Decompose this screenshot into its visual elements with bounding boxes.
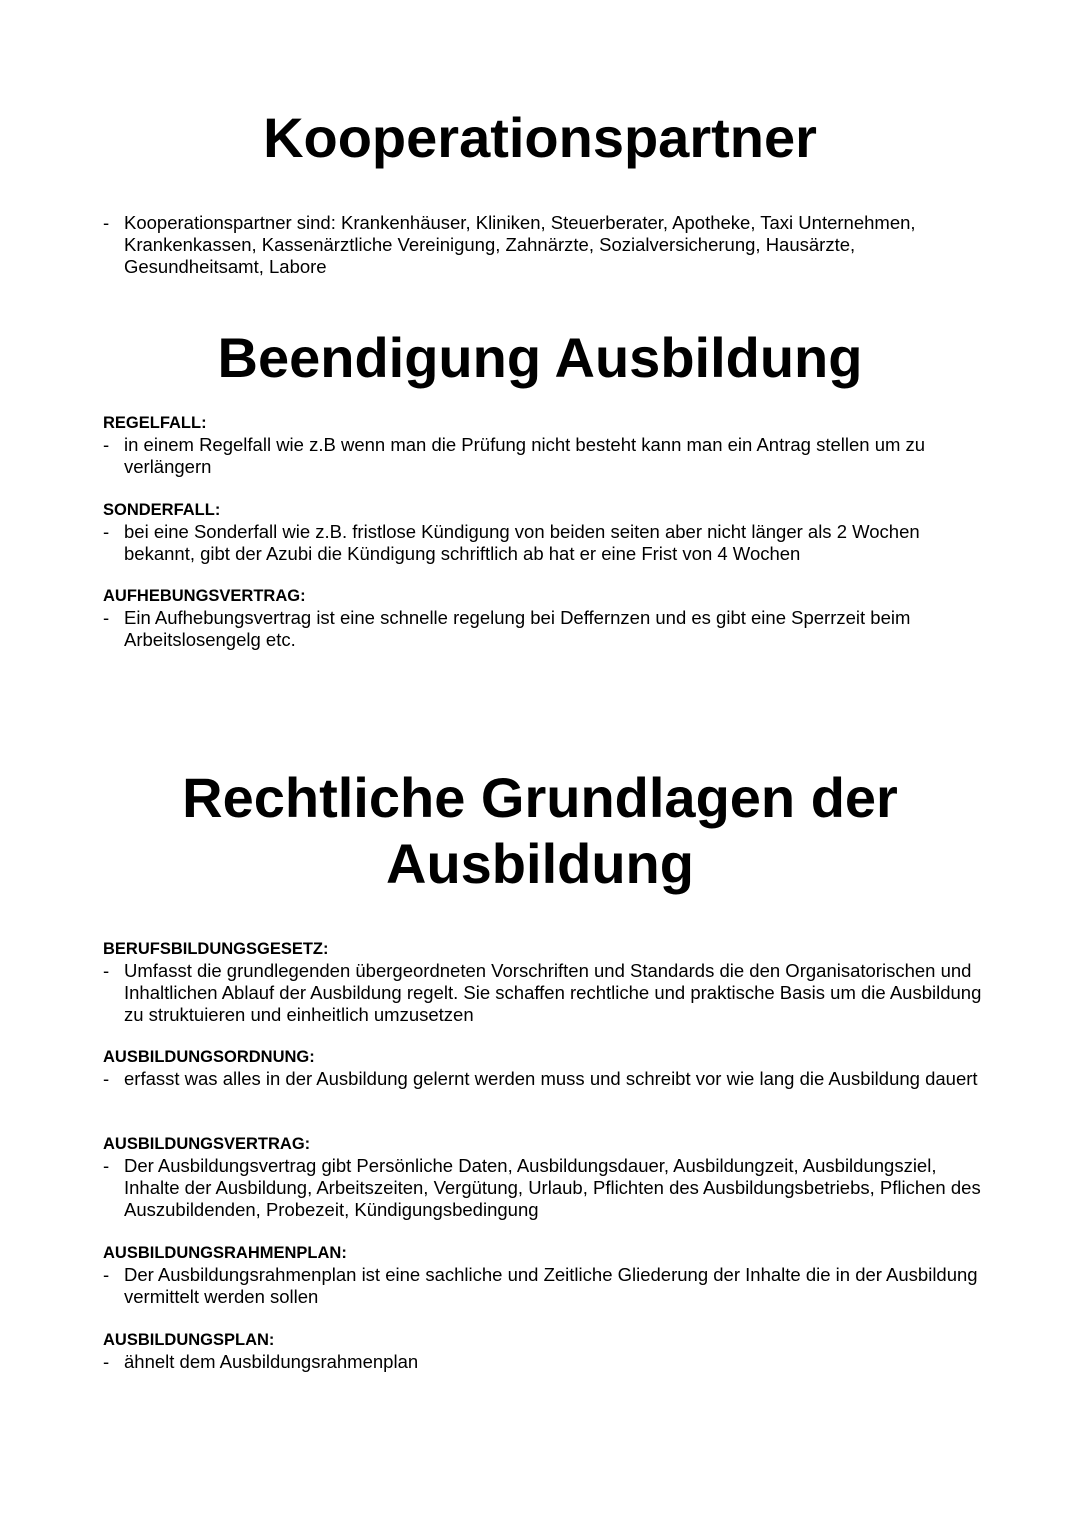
bullet-text: Der Ausbildungsrahmenplan ist eine sachliche und Zeitliche Gliederung der Inhalte die in der Ausbildung vermittelt werden sollen xyxy=(124,1264,978,1307)
heading-beendigung: Beendigung Ausbildung xyxy=(217,326,863,389)
label-ausbildungsordnung: AUSBILDUNGSORDNUNG: xyxy=(103,1048,315,1066)
section-kooperationspartner xyxy=(0,105,1080,171)
block-ausbildungsplan xyxy=(103,1329,983,1373)
bullet-text: erfasst was alles in der Ausbildung gelernt werden muss und schreibt vor wie lang die Ausbildung dauert xyxy=(124,1068,978,1089)
label-regelfall: REGELFALL: xyxy=(103,414,207,432)
block-kooperationspartner xyxy=(103,212,963,278)
bullet-ausbildungsordnung xyxy=(103,1068,983,1090)
label-berufsbildungsgesetz: BERUFSBILDUNGSGESETZ: xyxy=(103,940,329,958)
bullet-aufhebungsvertrag xyxy=(103,607,983,651)
bullet-dash: - xyxy=(103,1068,110,1089)
block-ausbildungsvertrag xyxy=(103,1133,983,1221)
block-aufhebungsvertrag xyxy=(103,585,983,651)
bullet-text: Der Ausbildungsvertrag gibt Persönliche Daten, Ausbildungsdauer, Ausbildungzeit, Ausbildungsziel, Inhalte der Ausbildung, Arbeitszeiten, Vergütung, Urlaub, Pflichten des Ausbildungsbetriebs, Pflichen des Auszubildenden, Probezeit, Kündigungsbedingung xyxy=(124,1155,981,1220)
bullet-dash: - xyxy=(103,1351,110,1372)
block-berufsbildungsgesetz xyxy=(103,938,983,1026)
bullet-dash: - xyxy=(103,607,110,628)
heading-line-2: Ausbildung xyxy=(386,832,694,895)
block-ausbildungsrahmenplan xyxy=(103,1242,983,1308)
label-ausbildungsplan: AUSBILDUNGSPLAN: xyxy=(103,1331,275,1349)
bullet-ausbildungsplan xyxy=(103,1351,983,1373)
label-ausbildungsrahmenplan: AUSBILDUNGSRAHMENPLAN: xyxy=(103,1244,347,1262)
bullet-sonderfall xyxy=(103,521,983,565)
label-aufhebungsvertrag: AUFHEBUNGSVERTRAG: xyxy=(103,587,306,605)
bullet-regelfall xyxy=(103,434,983,478)
bullet-ausbildungsrahmenplan xyxy=(103,1264,983,1308)
bullet-text: Kooperationspartner sind: Krankenhäuser, Kliniken, Steuerberater, Apotheke, Taxi Unternehmen, Krankenkassen, Kassenärztliche Vereinigung, Zahnärzte, Sozialversicherung, Hausärzte, Gesundheitsamt, Labore xyxy=(124,212,916,277)
bullet-dash: - xyxy=(103,521,110,542)
block-sonderfall xyxy=(103,499,983,565)
section-beendigung xyxy=(0,325,1080,391)
bullet-dash: - xyxy=(103,434,110,455)
bullet-dash: - xyxy=(103,1264,110,1285)
bullet-kooperationspartner xyxy=(103,212,963,278)
bullet-text: Ein Aufhebungsvertrag ist eine schnelle regelung bei Deffernzen und es gibt eine Sperrzeit beim Arbeitslosengelg etc. xyxy=(124,607,911,650)
heading-rechtliche-grundlagen xyxy=(0,765,1080,897)
block-regelfall xyxy=(103,412,983,478)
label-sonderfall: SONDERFALL: xyxy=(103,501,221,519)
heading-kooperationspartner: Kooperationspartner xyxy=(263,106,817,169)
bullet-text: Umfasst die grundlegenden übergeordneten Vorschriften und Standards die den Organisatorischen und Inhaltlichen Ablauf der Ausbildung regelt. Sie schaffen rechtliche und praktische Basis um die Ausbildung zu struktuieren und einheitlich umzusetzen xyxy=(124,960,982,1025)
bullet-berufsbildungsgesetz xyxy=(103,960,983,1026)
bullet-text: in einem Regelfall wie z.B wenn man die Prüfung nicht besteht kann man ein Antrag stellen um zu verlängern xyxy=(124,434,926,477)
bullet-dash: - xyxy=(103,1155,110,1176)
bullet-text: ähnelt dem Ausbildungsrahmenplan xyxy=(124,1351,419,1372)
bullet-dash: - xyxy=(103,960,110,981)
heading-line-1: Rechtliche Grundlagen der xyxy=(182,766,898,829)
bullet-ausbildungsvertrag xyxy=(103,1155,983,1221)
section-rechtliche-grundlagen xyxy=(0,765,1080,897)
block-ausbildungsordnung xyxy=(103,1046,983,1090)
bullet-dash: - xyxy=(103,212,110,233)
bullet-text: bei eine Sonderfall wie z.B. fristlose Kündigung von beiden seiten aber nicht länger als 2 Wochen bekannt, gibt der Azubi die Kündigung schriftlich ab hat er eine Frist von 4 Wochen xyxy=(124,521,920,564)
label-ausbildungsvertrag: AUSBILDUNGSVERTRAG: xyxy=(103,1135,311,1153)
